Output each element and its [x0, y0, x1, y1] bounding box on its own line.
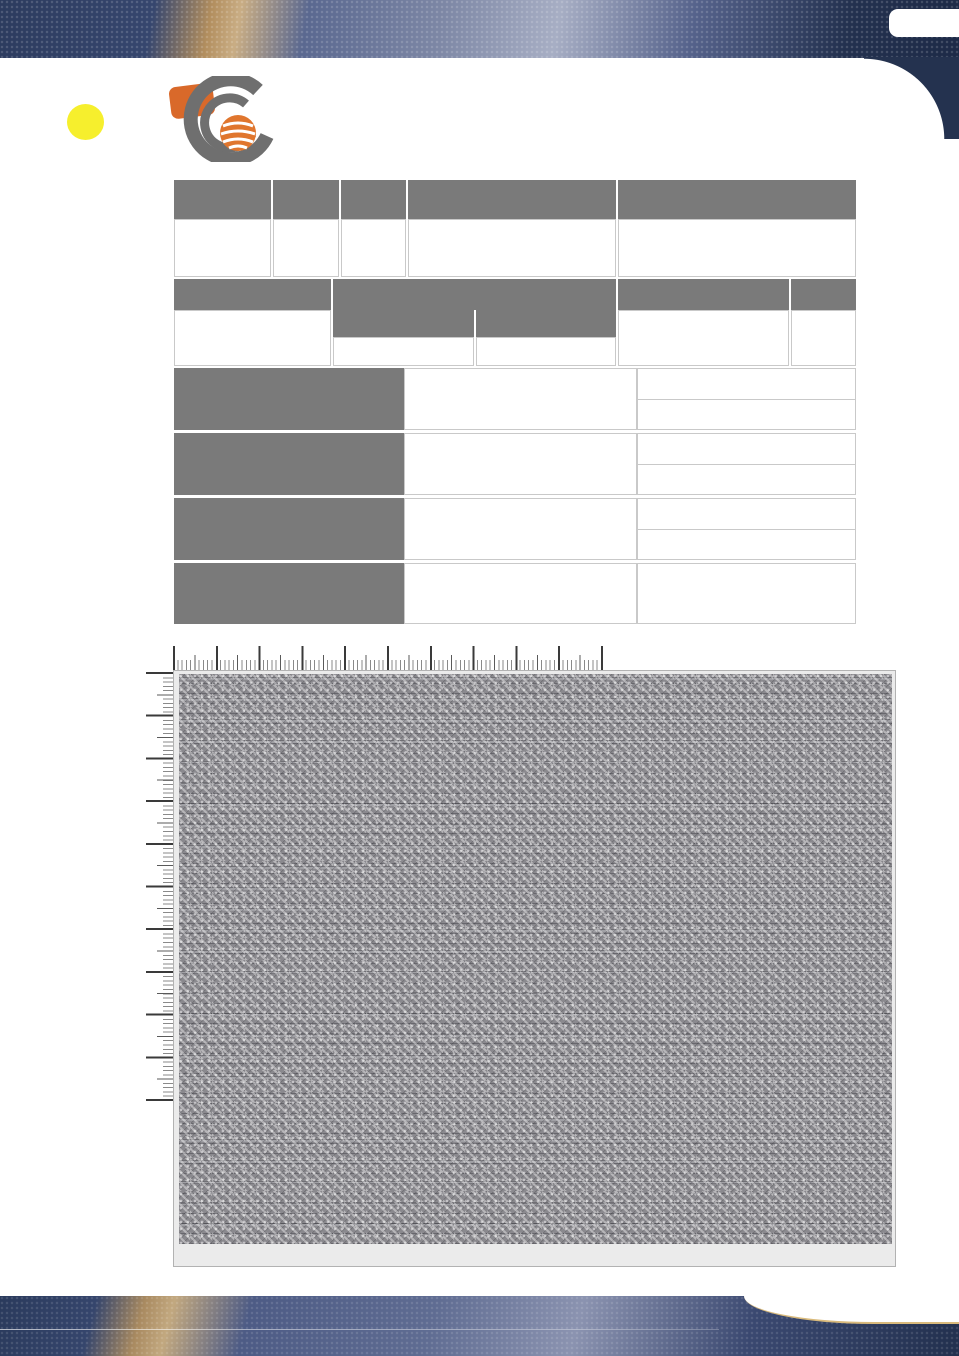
page-number	[889, 9, 959, 37]
header-item-name	[174, 180, 271, 219]
header-treatment	[618, 180, 856, 219]
result-row	[637, 464, 856, 495]
value-weight	[174, 310, 331, 366]
test-name-burst	[174, 563, 404, 624]
top-banner	[0, 0, 959, 58]
bottom-right-corner-decoration	[744, 1296, 959, 1324]
header-origin	[618, 279, 789, 310]
top-right-corner-decoration	[864, 57, 959, 139]
vertical-ruler	[146, 671, 173, 1101]
header-width	[273, 180, 339, 219]
result-row	[637, 529, 856, 560]
test-name-tear	[174, 498, 404, 560]
value-origin	[618, 310, 789, 366]
test-method-burst	[404, 563, 637, 624]
horizontal-ruler	[173, 646, 604, 670]
value-price	[791, 310, 856, 366]
header-composition	[408, 180, 616, 219]
test-name-tensile	[174, 368, 404, 430]
header-spl	[333, 310, 474, 337]
test-method-elongation	[404, 433, 637, 495]
result-row	[637, 433, 856, 465]
value-width	[273, 219, 339, 277]
header-lead-time	[333, 279, 616, 310]
value-treatment	[618, 219, 856, 277]
swatch-panel	[173, 670, 896, 1267]
test-method-tear	[404, 498, 637, 560]
value-moq	[341, 219, 406, 277]
result-row	[637, 399, 856, 430]
header-prdn	[476, 310, 616, 337]
bottom-banner	[0, 1296, 959, 1356]
tsan-chen-logo-icon	[166, 76, 294, 162]
result-row	[637, 498, 856, 530]
value-item-name	[174, 219, 271, 277]
test-method-tensile	[404, 368, 637, 430]
result-row	[637, 563, 856, 624]
fabric-swatch-image	[179, 674, 892, 1244]
value-composition	[408, 219, 616, 277]
value-spl	[333, 337, 474, 366]
test-name-elongation	[174, 433, 404, 495]
yellow-dot-marker	[67, 104, 104, 140]
header-price	[791, 279, 856, 310]
result-row	[637, 368, 856, 400]
value-prdn	[476, 337, 616, 366]
header-moq	[341, 180, 406, 219]
header-weight	[174, 279, 331, 310]
